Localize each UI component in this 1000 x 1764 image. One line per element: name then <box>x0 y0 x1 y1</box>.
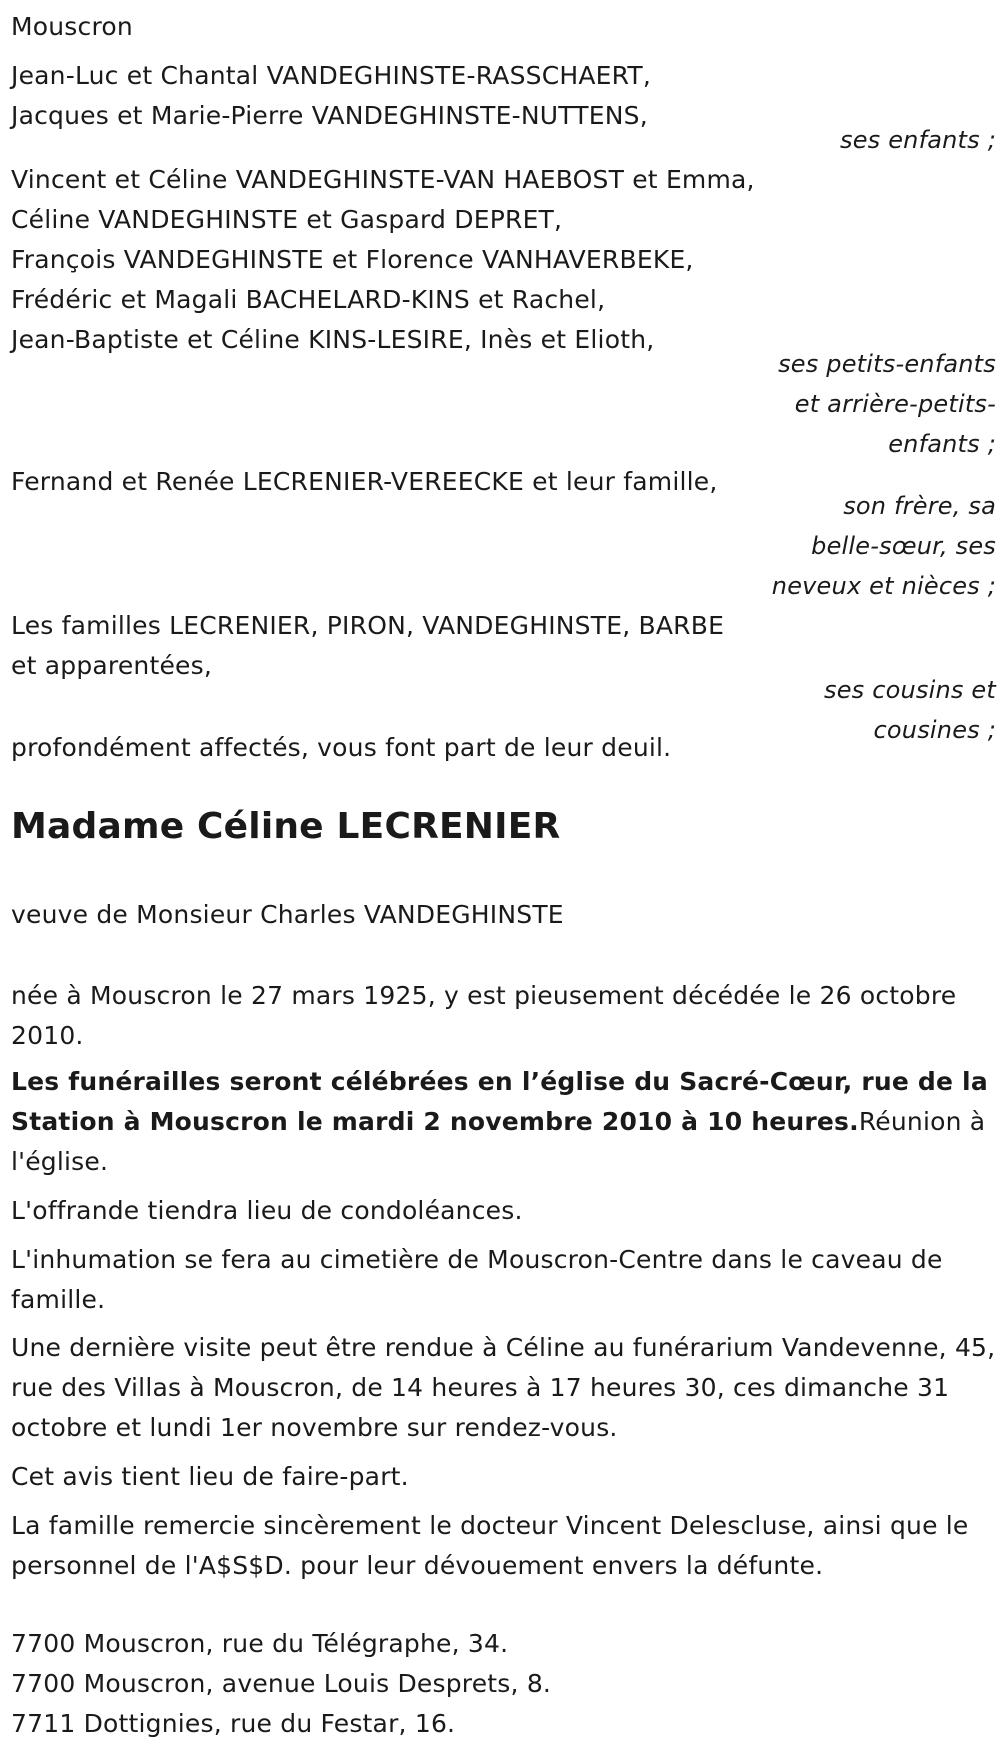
relation-line: son frère, sa <box>843 492 996 520</box>
closing-line: profondément affectés, vous font part de leur deuil. <box>11 733 672 762</box>
relation-line: ses cousins et <box>824 676 996 704</box>
deceased-name: Madame Céline LECRENIER <box>11 806 561 847</box>
address-line: 7700 Mouscron, avenue Louis Desprets, 8. <box>11 1669 552 1698</box>
burial-text: L'inhumation se fera au cimetière de Mouscron-Centre dans le caveau de famille. <box>11 1245 943 1314</box>
address-line: 7700 Mouscron, rue du Télégraphe, 34. <box>11 1629 509 1658</box>
relation-line: cousines ; <box>873 716 996 744</box>
sibling-group <box>11 462 718 502</box>
address-line: 7711 Dottignies, rue du Festar, 16. <box>11 1709 456 1738</box>
notice-text: Cet avis tient lieu de faire-part. <box>11 1462 409 1491</box>
relation-grandchildren <box>778 344 996 464</box>
family-line: Céline VANDEGHINSTE et Gaspard DEPRET, <box>11 205 563 234</box>
relation-cousins <box>824 670 996 750</box>
address-list <box>11 1624 551 1744</box>
family-line: Jacques et Marie-Pierre VANDEGHINSTE-NUTTENS, <box>11 101 648 130</box>
relation-sibling <box>772 486 996 606</box>
relation-line: ses petits-enfants <box>778 350 996 378</box>
cousins-group <box>11 606 724 686</box>
family-line: et apparentées, <box>11 651 212 680</box>
relation-line: enfants ; <box>888 430 996 458</box>
widow-of: veuve de Monsieur Charles VANDEGHINSTE <box>11 900 564 929</box>
family-line: Jean-Luc et Chantal VANDEGHINSTE-RASSCHAERT, <box>11 61 652 90</box>
grandchildren-group <box>11 160 755 360</box>
relation-line: ses enfants ; <box>840 126 996 154</box>
city-header: Mouscron <box>11 12 133 41</box>
relation-line: belle-sœur, ses <box>811 532 996 560</box>
funeral-details: Les funérailles seront célébrées en l’église du Sacré-Cœur, rue de la Station à Mouscron le mardi 2 novembre 2010 à 10 heures. <box>11 1067 988 1136</box>
family-line: Fernand et Renée LECRENIER-VEREECKE et leur famille, <box>11 467 718 496</box>
meeting-info: Réunion à l'église. <box>11 1107 986 1176</box>
offering-text: L'offrande tiendra lieu de condoléances. <box>11 1196 523 1225</box>
thanks-text: La famille remercie sincèrement le docteur Vincent Delescluse, ainsi que le personnel de l'A$S$D. pour leur dévouement envers la défunte. <box>11 1511 969 1580</box>
family-line: Les familles LECRENIER, PIRON, VANDEGHINSTE, BARBE <box>11 611 725 640</box>
relation-line: et arrière-petits- <box>794 390 996 418</box>
children-group <box>11 56 651 136</box>
visit-text: Une dernière visite peut être rendue à Céline au funérarium Vandevenne, 45, rue des Villas à Mouscron, de 14 heures à 17 heures 30, ces dimanche 31 octobre et lundi 1er novembre sur rendez-vous. <box>11 1333 996 1442</box>
birth-death: née à Mouscron le 27 mars 1925, y est pieusement décédée le 26 octobre 2010. <box>11 981 957 1050</box>
funeral-info <box>11 1062 996 1182</box>
relation-line: neveux et nièces ; <box>771 572 996 600</box>
family-line: Jean-Baptiste et Céline KINS-LESIRE, Inès et Elioth, <box>11 325 655 354</box>
family-line: François VANDEGHINSTE et Florence VANHAVERBEKE, <box>11 245 694 274</box>
family-line: Vincent et Céline VANDEGHINSTE-VAN HAEBOST et Emma, <box>11 165 755 194</box>
relation-children <box>840 120 996 160</box>
family-line: Frédéric et Magali BACHELARD-KINS et Rachel, <box>11 285 606 314</box>
